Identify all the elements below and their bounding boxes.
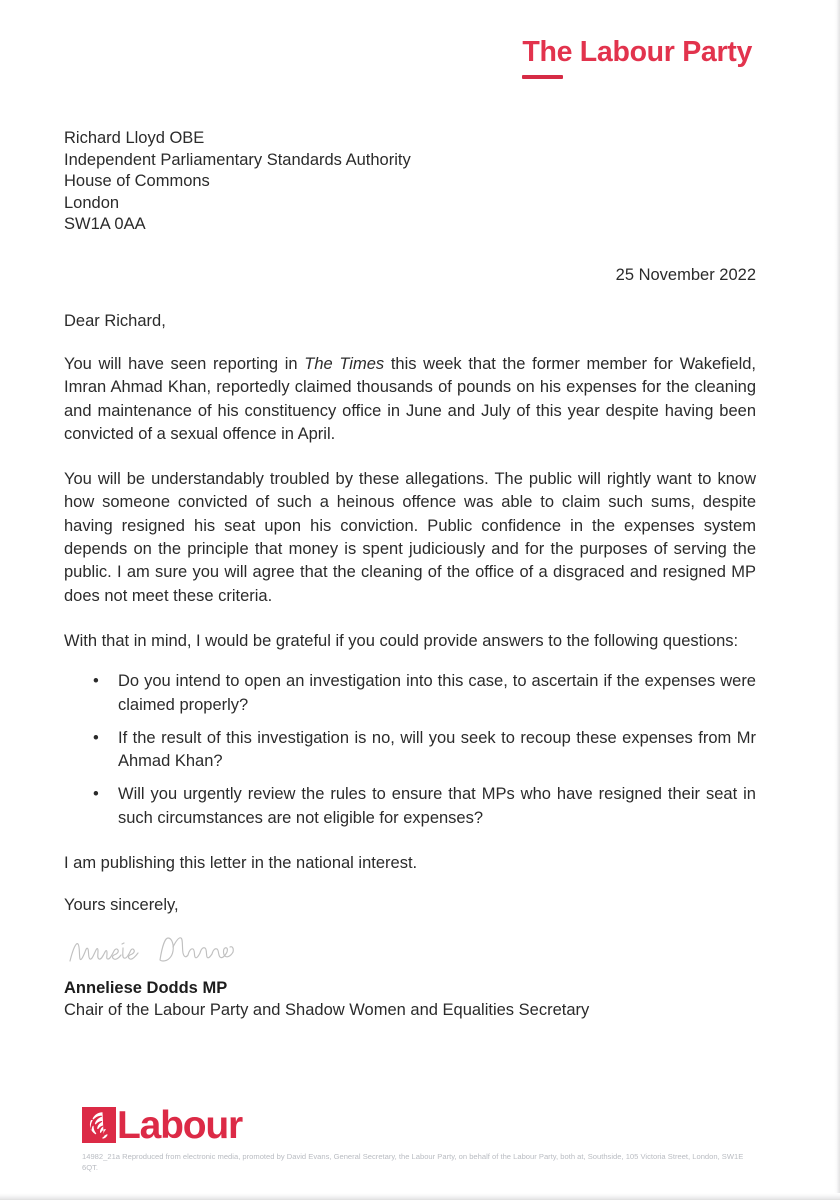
letterhead — [522, 38, 752, 79]
handwritten-signature-image — [64, 927, 254, 975]
footer-imprint-text: 14982_21a Reproduced from electronic media, promoted by David Evans, General Secretary, the Labour Party, on behalf of the Labour Party, both at, Southside, 105 Victoria Street, London, SW1E 6QT. — [82, 1152, 744, 1173]
addressee-block — [64, 128, 756, 236]
signer-name: Anneliese Dodds MP — [64, 979, 228, 998]
list-item — [64, 783, 756, 830]
letter-body — [64, 128, 756, 1021]
footer — [82, 1104, 772, 1174]
list-item — [64, 670, 756, 717]
questions-list — [64, 670, 756, 830]
addressee-line-1: Richard Lloyd OBE — [64, 129, 205, 147]
letter-date: 25 November 2022 — [615, 265, 756, 284]
salutation: Dear Richard, — [64, 311, 166, 330]
paragraph-1 — [64, 353, 756, 446]
bullet-icon: • — [93, 785, 99, 804]
paragraph-4-closing: I am publishing this letter in the national interest. — [64, 854, 418, 873]
addressee-line-3: House of Commons — [64, 172, 210, 191]
letterhead-underline-rule — [522, 75, 563, 80]
addressee-line-5: SW1A 0AA — [64, 215, 146, 234]
paragraph-1-part-b: this week that the former member for Wakefield, Imran Ahmad Khan, reportedly claimed thousands of pounds on his expenses for the cleaning and maintenance of his constituency office in June and July of this year despite having been convicted of a sexual offence in April. — [64, 354, 756, 443]
question-text: If the result of this investigation is no, will you seek to recoup these expenses from Mr Ahmad Khan? — [118, 728, 756, 771]
page-edge-bottom — [0, 1193, 840, 1200]
question-text: Do you intend to open an investigation into this case, to ascertain if the expenses were claimed properly? — [118, 672, 756, 714]
bullet-icon: • — [93, 672, 99, 691]
labour-logo — [82, 1104, 772, 1146]
letterhead-title: The Labour Party — [522, 36, 752, 68]
list-item — [64, 727, 756, 774]
signer-role: Chair of the Labour Party and Shadow Women and Equalities Secretary — [64, 1001, 590, 1020]
paragraph-2: You will be understandably troubled by these allegations. The public will rightly want to know how someone convicted of such a heinous offence was able to claim such sums, despite having resigned his seat upon his conviction. Public confidence in the expenses system depends on the principle that money is spent judiciously and for the purposes of serving the public. I am sure you will agree that the cleaning of the office of a disgraced and resigned MP does not meet these criteria. — [64, 470, 756, 605]
paragraph-3-questions-lead-in: With that in mind, I would be grateful if you could provide answers to the following questions: — [64, 631, 739, 650]
question-text: Will you urgently review the rules to ensure that MPs who have resigned their seat in such circumstances are not eligible for expenses? — [118, 785, 756, 827]
addressee-line-2: Independent Parliamentary Standards Authority — [64, 150, 411, 169]
paragraph-1-part-a: You will have seen reporting in — [64, 354, 305, 373]
page-edge-right — [834, 0, 840, 1200]
newspaper-name-italic: The Times — [304, 354, 385, 373]
rose-icon — [82, 1107, 116, 1143]
signoff: Yours sincerely, — [64, 896, 179, 915]
labour-wordmark: Labour — [117, 1103, 242, 1147]
bullet-icon: • — [93, 728, 99, 747]
addressee-line-4: London — [64, 193, 120, 212]
